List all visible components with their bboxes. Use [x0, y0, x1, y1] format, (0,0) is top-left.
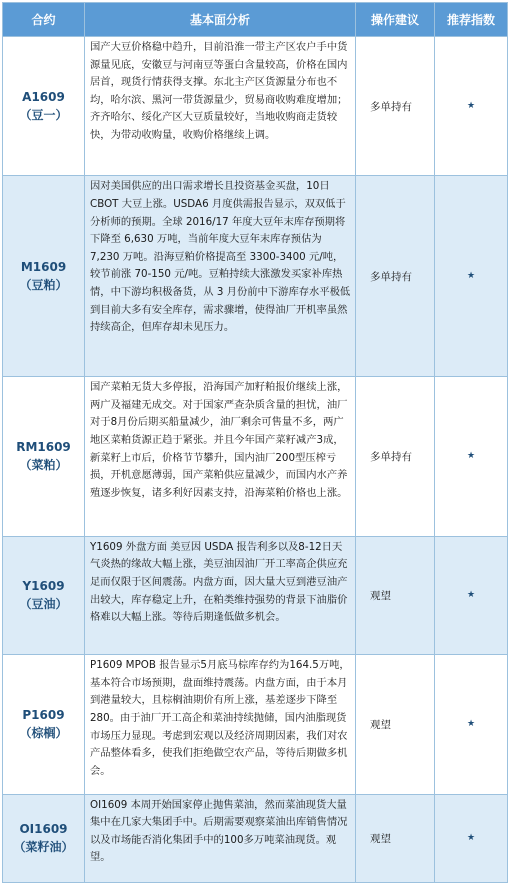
contract-name: （棕榈）	[19, 726, 68, 741]
contract-cell	[3, 536, 85, 654]
contract-cell	[3, 176, 85, 377]
analysis-text: 国产菜粕无货大多停报，沿海国产加籽粕报价继续上涨，两广及福建无成交。对于国家严查杂质含量的担忧，油厂对于8月份后期买船量减少，油厂剩余可售量不多，两广地区菜粕货源正趋于紧张。并且今年国产菜籽减产3成，新菜籽上市后，价格节节攀升，国内油厂200型压榨亏损，开机意愿薄弱，国产菜粕供应量减少，而国内水产养殖逐步恢复，诸多利好因素支持，沿海菜粕价格也上涨。	[85, 377, 356, 537]
table-row	[3, 655, 508, 794]
analysis-text: OI1609 本周开始国家停止抛售菜油，然而菜油现货大量集中在几家大集团手中。后期需要观察菜油出库销售情况以及市场能否消化集团手中的100多万吨菜油现货。观望。	[85, 794, 356, 882]
contract-code: RM1609	[16, 440, 71, 455]
contract-code: M1609	[20, 260, 67, 275]
header-analysis: 基本面分析	[85, 3, 356, 37]
star-icon: ★	[435, 377, 508, 537]
analysis-text: 国产大豆价格稳中趋升，目前沿淮一带主产区农户手中货源量见底，安徽豆与河南豆等蛋白含量较高，价格在国内居首，现货行情获得支撑。东北主产区货源量分布也不均，哈尔滨、黑河一带货源量少，贸易商收购难度增加；齐齐哈尔、绥化产区大豆质量较好，当地收购商走货较快，为带动收购量，收购价格继续上调。	[85, 37, 356, 176]
contract-cell	[3, 794, 85, 882]
advice-text: 观望	[356, 794, 435, 882]
table-row	[3, 37, 508, 176]
contract-name: （豆一）	[19, 108, 68, 123]
star-icon: ★	[435, 37, 508, 176]
contract-code: P1609	[22, 708, 65, 723]
table-row	[3, 536, 508, 654]
advice-text: 多单持有	[356, 377, 435, 537]
contract-code: A1609	[22, 90, 65, 105]
analysis-text: 因对美国供应的出口需求增长且投资基金买盘，10日 CBOT 大豆上涨。USDA6 月度供需报告显示，双双低于分析师的预期。全球 2016/17 年度大豆年末库存预期将下降至 6,630 万吨，当前年度大豆年末库存预估为 7,230 万吨。沿海豆粕价格提高至 3300-3400 元/吨，较节前涨 70-150 元/吨。豆粕持续大涨激发买家补库热情，中下游均积极备货，从 3 月份前中下游库存水平极低到目前大多有安全库存，需求骤增，使得油厂开机率虽然持续高企，但库存却未见压力。	[85, 176, 356, 377]
contract-code: Y1609	[22, 579, 65, 594]
contract-cell	[3, 37, 85, 176]
advice-text: 观望	[356, 536, 435, 654]
header-row	[3, 3, 508, 37]
contract-name: （菜粕）	[19, 458, 68, 473]
futures-analysis-table	[2, 2, 508, 883]
contract-code: OI1609	[19, 822, 68, 837]
table-row	[3, 176, 508, 377]
header-rating: 推荐指数	[435, 3, 508, 37]
table-row	[3, 794, 508, 882]
star-icon: ★	[435, 176, 508, 377]
header-contract: 合约	[3, 3, 85, 37]
contract-name: （菜籽油）	[13, 840, 74, 855]
analysis-text: P1609 MPOB 报告显示5月底马棕库存约为164.5万吨，基本符合市场预期，盘面维持震荡。内盘方面，由于本月到港量较大，且棕榈油期价有所上涨，基差逐步下降至280。由于油厂开工高企和菜油持续抛储，国内油脂现货市场压力显现。考虑到宏观以及经济周期因素，我们对农产品整体看多，使我们拒绝做空农产品，等待后期做多机会。	[85, 655, 356, 794]
advice-text: 多单持有	[356, 176, 435, 377]
contract-cell	[3, 655, 85, 794]
contract-name: （豆粕）	[19, 278, 68, 293]
advice-text: 多单持有	[356, 37, 435, 176]
star-icon: ★	[435, 655, 508, 794]
advice-text: 观望	[356, 655, 435, 794]
contract-name: （豆油）	[19, 597, 68, 612]
star-icon: ★	[435, 536, 508, 654]
table-row	[3, 377, 508, 537]
analysis-text: Y1609 外盘方面 美豆因 USDA 报告利多以及8-12日天气炎热的缘故大幅上涨，美豆油因油厂开工率高企供应充足而仅限于区间震荡。内盘方面，因大量大豆到港豆油产出较大，库存稳定上升，在粕类维持强势的背景下油脂价格难以大幅上涨。等待后期逢低做多机会。	[85, 536, 356, 654]
contract-cell	[3, 377, 85, 537]
header-advice: 操作建议	[356, 3, 435, 37]
star-icon: ★	[435, 794, 508, 882]
